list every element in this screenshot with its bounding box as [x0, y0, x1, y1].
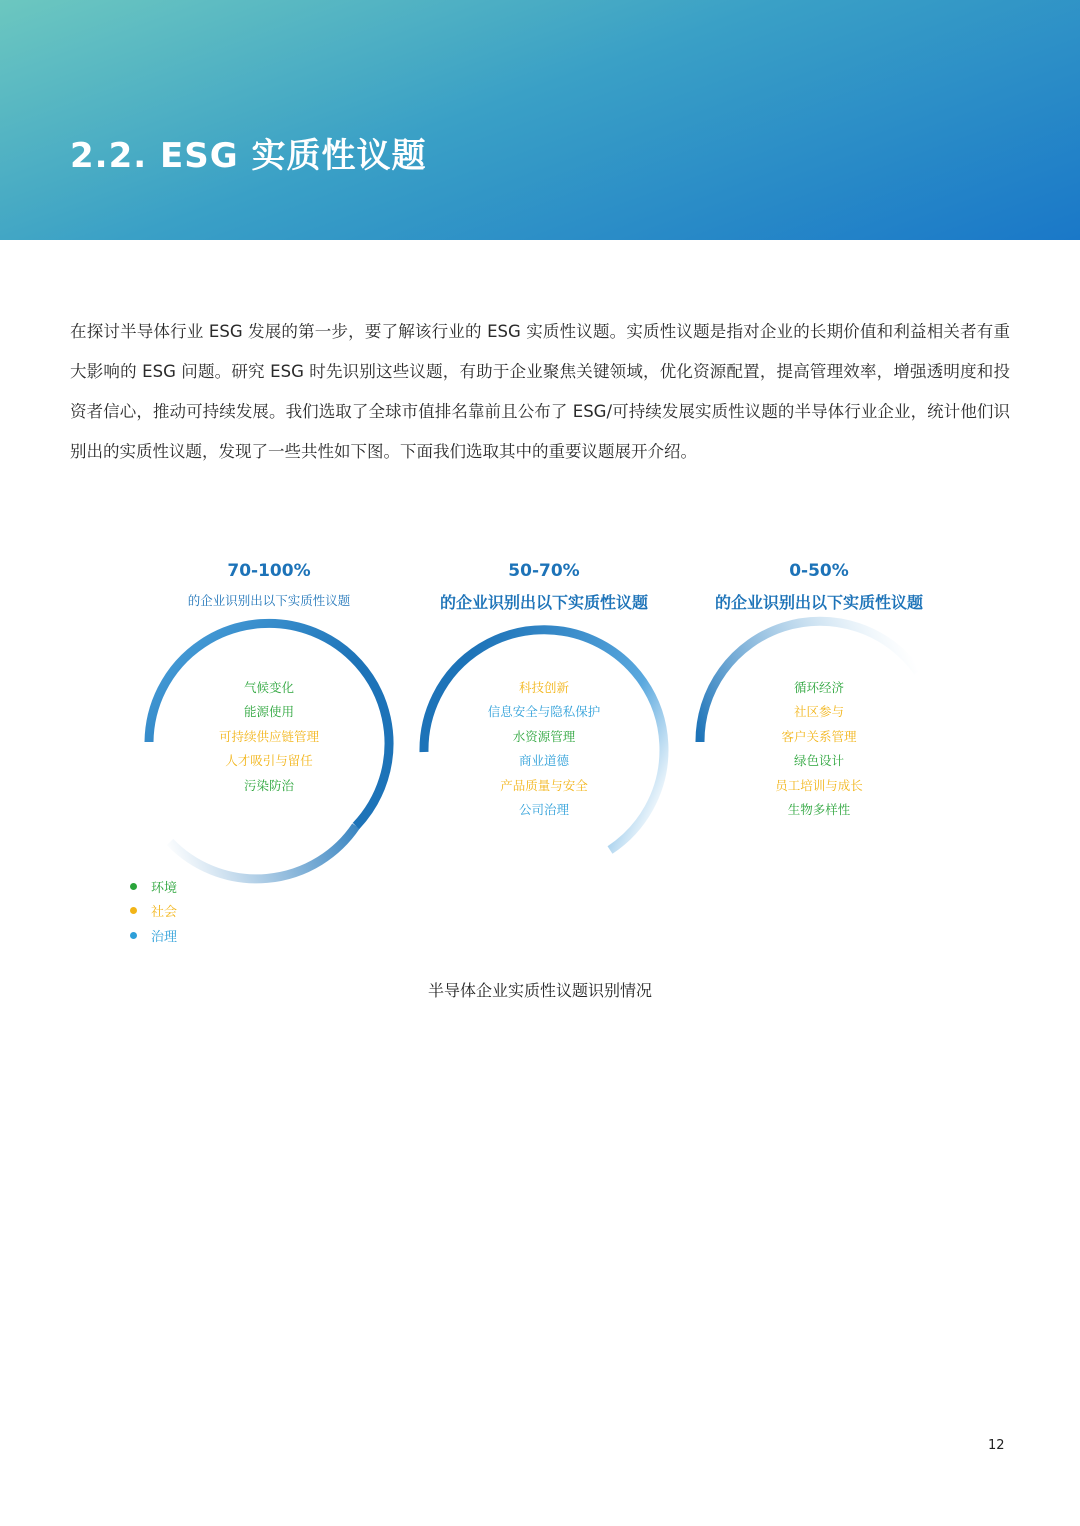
intro-paragraph: 在探讨半导体行业 ESG 发展的第一步，要了解该行业的 ESG 实质性议题。实质性议题是指对企业的长期价值和利益相关者有重大影响的 ESG 问题。研究 ESG 时先识别这些议题，有助于企业聚焦关键领域，优化资源配置，提高管理效率，增强透明度和投资者信心，推动可持续发展。我们选取了全球市值排名靠前且公布了 ESG/可持续发展实质性议题的半导体行业企业，统计他们识别出的实质性议题，发现了一些共性如下图。下面我们选取其中的重要议题展开介绍。: [70, 322, 1010, 461]
topic-item: 信息安全与隐私保护: [487, 704, 601, 720]
legend-item-society: [130, 899, 177, 924]
legend-item-environment: [130, 874, 177, 899]
page-number: 12: [988, 1438, 1005, 1453]
topic-item: 生物多样性: [787, 801, 851, 817]
group-subtitle: 的企业识别出以下实质性议题: [714, 593, 923, 612]
group-70-100-heading: [119, 556, 419, 616]
topic-item: 社区参与: [793, 704, 844, 720]
topic-item: 水资源管理: [512, 728, 576, 744]
group-50-70-heading: [394, 556, 694, 618]
topic-item: 商业道德: [518, 753, 569, 769]
figure-caption: 半导体企业实质性议题识别情况: [427, 981, 652, 1000]
yellow-dot-icon: [130, 907, 137, 914]
topic-item: 绿色设计: [793, 753, 844, 769]
group-percent: 0-50%: [789, 561, 849, 581]
legend-label: 治理: [151, 929, 178, 945]
topic-list-0-50: [699, 676, 939, 822]
group-0-50-heading: [669, 556, 969, 618]
legend-item-governance: [130, 923, 177, 948]
topic-item: 能源使用: [243, 704, 294, 720]
blue-dot-icon: [130, 932, 137, 939]
topic-item: 污染防治: [243, 777, 294, 793]
legend-label: 环境: [151, 880, 178, 896]
topic-item: 产品质量与安全: [500, 777, 588, 793]
topic-item: 客户关系管理: [781, 728, 857, 744]
group-percent: 50-70%: [508, 561, 580, 581]
topic-item: 科技创新: [518, 680, 569, 695]
topic-item: 公司治理: [518, 801, 569, 817]
page-title: 2.2. ESG 实质性议题: [70, 136, 427, 176]
group-subtitle: 的企业识别出以下实质性议题: [187, 593, 351, 608]
green-dot-icon: [130, 883, 137, 890]
topic-item: 循环经济: [793, 680, 844, 695]
topic-item: 气候变化: [243, 680, 294, 695]
topic-item: 可持续供应链管理: [218, 728, 319, 744]
topic-list-70-100: [149, 676, 389, 798]
topic-list-50-70: [424, 676, 664, 822]
group-percent: 70-100%: [227, 561, 311, 581]
topic-item: 员工培训与成长: [775, 777, 863, 793]
topic-item: 人才吸引与留任: [225, 753, 313, 769]
group-subtitle: 的企业识别出以下实质性议题: [439, 593, 648, 612]
legend: [130, 874, 177, 948]
legend-label: 社会: [151, 905, 178, 921]
